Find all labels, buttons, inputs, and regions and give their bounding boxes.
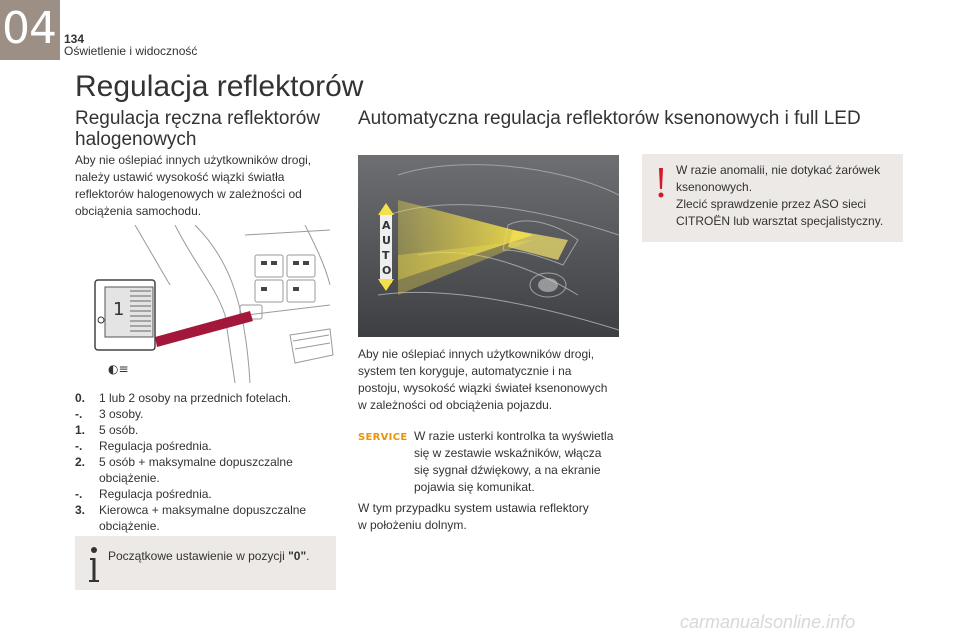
info-text: Początkowe ustawienie w pozycji "0". xyxy=(108,549,310,563)
list-item: 0. 1 lub 2 osoby na przednich fotelach. xyxy=(75,391,292,405)
dashboard-illustration xyxy=(75,225,336,383)
page-title: Regulacja reflektorów xyxy=(75,70,364,103)
auto-section-heading: Automatyczna regulacja reflektorów ksenonowych i full LED xyxy=(358,108,861,129)
auto-letter: U xyxy=(382,234,391,247)
chapter-number: 04 xyxy=(2,3,56,54)
list-item: 3. Kierowca + maksymalne dopuszczalne obciążenie. xyxy=(75,503,307,533)
info-box xyxy=(75,536,336,590)
fallback-text: W tym przypadku system ustawia reflektory w położeniu dolnym. xyxy=(358,501,589,532)
svg-text:1: 1 xyxy=(113,299,125,320)
manual-intro: Aby nie oślepiać innych użytkowników drogi, należy ustawić wysokość wiązki światła reflektorów halogenowych w zależności od obciążenia samochodu. xyxy=(75,153,312,218)
warning-box xyxy=(642,154,903,242)
page-number: 134 xyxy=(64,32,85,46)
list-item: -. Regulacja pośrednia. xyxy=(75,487,212,501)
info-icon xyxy=(87,546,101,584)
section-title: Oświetlenie i widoczność xyxy=(64,44,198,58)
list-item: 1. 5 osób. xyxy=(75,423,139,437)
service-text: W razie usterki kontrolka ta wyświetla się w zestawie wskaźników, włącza się sygnał dźwiękowy, a na ekranie pojawia się komunikat. xyxy=(414,429,614,494)
warning-icon xyxy=(656,168,666,198)
service-warning-icon: SERVICE xyxy=(358,432,408,443)
warning-text: W razie anomalii, nie dotykać żarówek ksenonowych. Zlecić sprawdzenie przez ASO sieci CITROËN lub warsztat specjalistyczny. xyxy=(676,163,884,228)
list-item: -. 3 osoby. xyxy=(75,407,144,421)
auto-letter: O xyxy=(382,264,392,277)
watermark: carmanualsonline.info xyxy=(680,612,856,632)
headlight-illustration xyxy=(358,155,619,337)
svg-text:◐≡: ◐≡ xyxy=(108,362,129,376)
auto-scale xyxy=(378,203,394,291)
list-item: 2. 5 osób + maksymalne dopuszczalne obciążenie. xyxy=(75,455,293,485)
list-item: -. Regulacja pośrednia. xyxy=(75,439,212,453)
manual-section-heading: Regulacja ręczna reflektorów halogenowych xyxy=(75,108,321,150)
auto-intro: Aby nie oślepiać innych użytkowników drogi, system ten koryguje, automatycznie i na postoju, wysokość wiązki świateł ksenonowych w zależności od obciążenia pojazdu. xyxy=(358,347,608,412)
auto-letter: T xyxy=(382,249,390,262)
auto-letter: A xyxy=(382,219,391,232)
positions-list xyxy=(75,390,335,534)
